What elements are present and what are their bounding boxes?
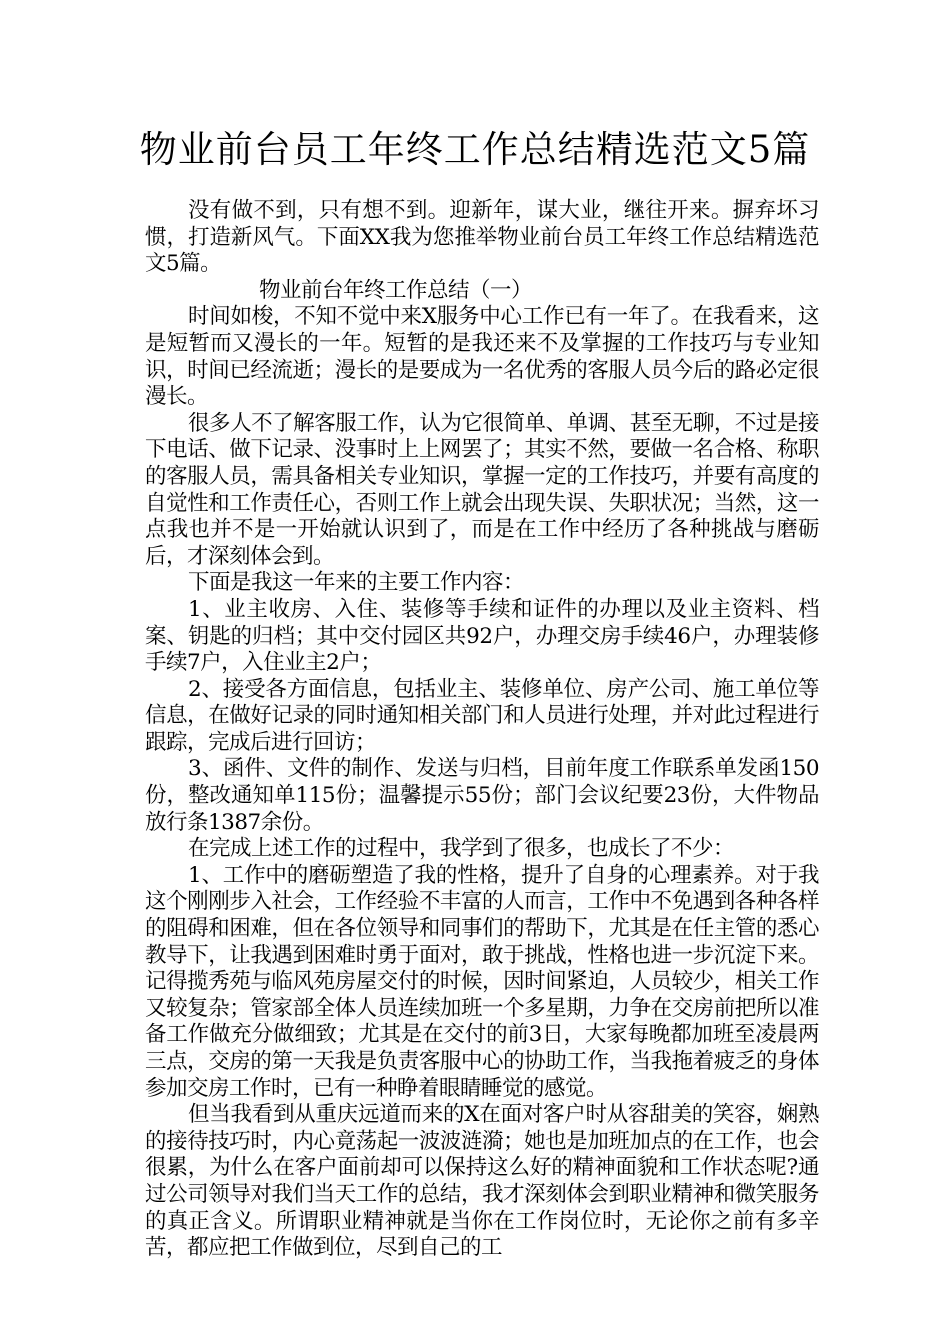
document-body — [145, 198, 819, 1262]
body-paragraph: 下面是我这一年来的主要工作内容： — [188, 570, 525, 596]
body-paragraph: 但当我看到从重庆远道而来的X在面对客户时从容甜美的笑容，娴熟的接待技巧时，内心竟荡起一波波涟漪；她也是加班加点的在工作，也会很累，为什么在客户面前却可以保持这么好的精神面貌和工作状态呢?通过公司领导对我们当天工作的总结，我才深刻体会到职业精神和微笑服务的真正含义。所谓职业精神就是当你在工作岗位时，无论你之前有多辛苦，都应把工作做到位，尽到自己的工 — [145, 1102, 819, 1261]
body-paragraph: 很多人不了解客服工作，认为它很简单、单调、甚至无聊，不过是接下电话、做下记录、没事时上上网罢了；其实不然，要做一名合格、称职的客服人员，需具备相关专业知识，掌握一定的工作技巧，并要有高度的自觉性和工作责任心，否则工作上就会出现失误、失职状况；当然，这一点我也并不是一开始就认识到了，而是在工作中经历了各种挑战与磨砺后，才深刻体会到。 — [145, 410, 819, 569]
section-heading: 物业前台年终工作总结（一） — [258, 277, 532, 303]
document-title: 物业前台员工年终工作总结精选范文5篇 — [139, 128, 811, 171]
body-paragraph: 在完成上述工作的过程中，我学到了很多，也成长了不少： — [188, 836, 735, 862]
list-item-paragraph: 2、接受各方面信息，包括业主、装修单位、房产公司、施工单位等信息，在做好记录的同时通知相关部门和人员进行处理，并对此过程进行跟踪，完成后进行回访； — [145, 676, 819, 755]
list-item-paragraph: 3、函件、文件的制作、发送与归档，目前年度工作联系单发函150份，整改通知单115份；温馨提示55份；部门会议纪要23份，大件物品放行条1387余份。 — [145, 756, 819, 835]
list-item-paragraph: 1、工作中的磨砺塑造了我的性格，提升了自身的心理素养。对于我这个刚刚步入社会，工作经验不丰富的人而言，工作中不免遇到各种各样的阻碍和困难，但在各位领导和同事们的帮助下，尤其是在任主管的悉心教导下，让我遇到困难时勇于面对，敢于挑战，性格也进一步沉淀下来。记得揽秀苑与临风苑房屋交付的时候，因时间紧迫，人员较少，相关工作又较复杂；管家部全体人员连续加班一个多星期，力争在交房前把所以准备工作做充分做细致；尤其是在交付的前3日，大家每晚都加班至凌晨两三点，交房的第一天我是负责客服中心的协助工作，当我拖着疲乏的身体参加交房工作时，已有一种睁着眼睛睡觉的感觉。 — [145, 862, 819, 1101]
intro-paragraph: 没有做不到，只有想不到。迎新年，谋大业，继往开来。摒弃坏习惯，打造新风气。下面XX我为您推举物业前台员工年终工作总结精选范文5篇。 — [145, 198, 819, 277]
list-item-paragraph: 1、业主收房、入住、装修等手续和证件的办理以及业主资料、档案、钥匙的归档；其中交付园区共92户，办理交房手续46户，办理装修手续7户，入住业主2户； — [145, 596, 819, 676]
body-paragraph: 时间如梭，不知不觉中来X服务中心工作已有一年了。在我看来，这是短暂而又漫长的一年。短暂的是我还来不及掌握的工作技巧与专业知识，时间已经流逝；漫长的是要成为一名优秀的客服人员今后的路必定很漫长。 — [145, 304, 819, 410]
